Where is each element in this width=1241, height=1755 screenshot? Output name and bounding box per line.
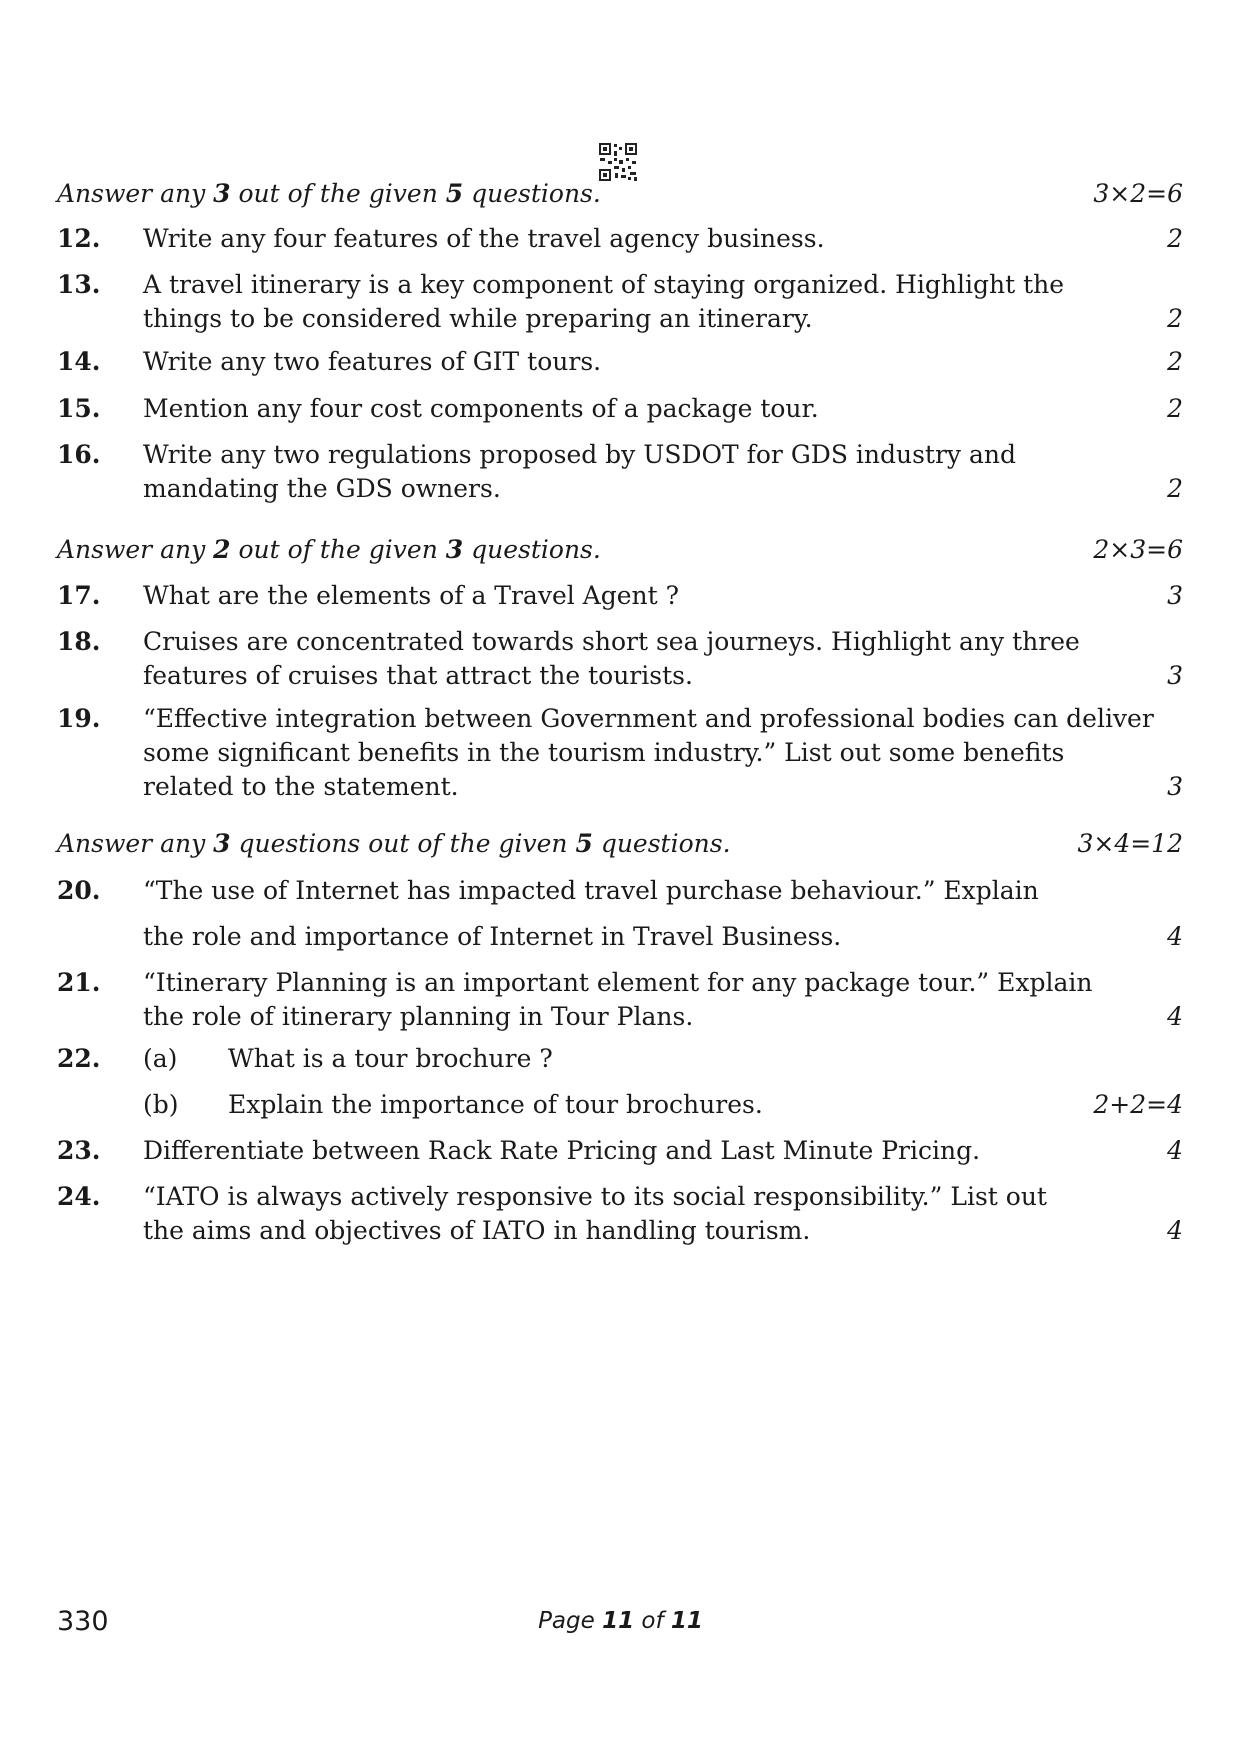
question-text: the role of itinerary planning in Tour Plans. xyxy=(143,1002,694,1031)
section-marks: 2×3=6 xyxy=(1093,535,1183,564)
question-number: 14. xyxy=(57,347,101,376)
question-text: the aims and objectives of IATO in handling tourism. xyxy=(143,1216,811,1245)
question-text: “The use of Internet has impacted travel purchase behaviour.” Explain xyxy=(143,876,1039,905)
question-text: the role and importance of Internet in Travel Business. xyxy=(143,922,842,951)
question-text: “Effective integration between Government and professional bodies can deliver xyxy=(143,704,1154,733)
question-text: Cruises are concentrated towards short sea journeys. Highlight any three xyxy=(143,627,1080,656)
question-marks: 3 xyxy=(1167,661,1183,690)
question-marks: 2 xyxy=(1167,347,1183,376)
question-text: mandating the GDS owners. xyxy=(143,474,501,503)
question-text: Differentiate between Rack Rate Pricing and Last Minute Pricing. xyxy=(143,1136,981,1165)
question-text: What are the elements of a Travel Agent ? xyxy=(143,581,680,610)
question-text: What is a tour brochure ? xyxy=(228,1044,553,1073)
question-text: Write any two regulations proposed by USDOT for GDS industry and xyxy=(143,440,1017,469)
question-marks: 2 xyxy=(1167,474,1183,503)
section-marks: 3×2=6 xyxy=(1093,179,1183,208)
question-number: 18. xyxy=(57,627,101,656)
question-text: Mention any four cost components of a package tour. xyxy=(143,394,819,423)
exam-page: Answer any 3 out of the given 5 questions. 3×2=6 12. Write any four features of the travel agency business. 2 13. A travel itinerary is a key component of staying organized. Highlight the things to be considered while preparing an itinerary. 2 14. Write any two features of GIT tours. 2 15. Mention any four cost components of a package tour. 2 16. Write any two regulations proposed by USDOT for GDS industry and mandating the GDS owners. 2 Answer any 2 out of the given 3 questions. 2×3=6 17. What are the elements of a Travel Agent ? 3 18. Cruises are concentrated towards short sea journeys. Highlight any three features of cruises that attract the tourists. 3 19. “Effective integration between Government and professional bodies can deliver some significant benefits in the tourism industry.” List out some benefits related to the statement. 3 Answer any 3 questions out of the given 5 questions. 3×4=12 20. “The use of Internet has impacted travel purchase behaviour.” Explain the role and importance of Internet in Travel Business. 4 21. “Itinerary Planning is an important element for any package tour.” Explain the role of itinerary planning in Tour Plans. 4 22. (a) What is a tour brochure ? (b) Explain the importance of tour brochures. 2+2=4 23. Differentiate between Rack Rate Pricing and Last Minute Pricing. 4 24. “IATO is always actively responsive to its social responsibility.” List out the aims and objectives of IATO in handling tourism. 4 330 Page 11 of 11 xyxy=(0,0,1241,1755)
question-text: related to the statement. xyxy=(143,772,459,801)
page-number: Page 11 of 11 xyxy=(538,1608,703,1634)
question-text: Write any two features of GIT tours. xyxy=(143,347,602,376)
question-number: 21. xyxy=(57,968,101,997)
question-text: A travel itinerary is a key component of staying organized. Highlight the xyxy=(143,270,1065,299)
question-number: 16. xyxy=(57,440,101,469)
question-marks: 4 xyxy=(1167,922,1183,951)
question-number: 13. xyxy=(57,270,101,299)
question-marks: 4 xyxy=(1167,1216,1183,1245)
question-marks: 4 xyxy=(1167,1136,1183,1165)
section-marks: 3×4=12 xyxy=(1077,829,1183,858)
question-text: things to be considered while preparing an itinerary. xyxy=(143,304,813,333)
question-text: Explain the importance of tour brochures. xyxy=(228,1090,763,1119)
paper-code: 330 xyxy=(57,1606,109,1637)
question-number: 24. xyxy=(57,1182,101,1211)
question-number: 20. xyxy=(57,876,101,905)
question-text: features of cruises that attract the tourists. xyxy=(143,661,693,690)
question-marks: 4 xyxy=(1167,1002,1183,1031)
question-text: “IATO is always actively responsive to its social responsibility.” List out xyxy=(143,1182,1047,1211)
question-number: 22. xyxy=(57,1044,101,1073)
question-number: 19. xyxy=(57,704,101,733)
question-number: 12. xyxy=(57,224,101,253)
question-marks: 2 xyxy=(1167,224,1183,253)
question-marks: 3 xyxy=(1167,581,1183,610)
question-marks: 2 xyxy=(1167,304,1183,333)
question-marks: 2 xyxy=(1167,394,1183,423)
question-number: 17. xyxy=(57,581,101,610)
question-text: some significant benefits in the tourism industry.” List out some benefits xyxy=(143,738,1065,767)
question-number: 15. xyxy=(57,394,101,423)
subpart-label: (a) xyxy=(143,1044,178,1073)
subpart-label: (b) xyxy=(143,1090,179,1119)
qr-code-icon xyxy=(598,142,638,182)
question-number: 23. xyxy=(57,1136,101,1165)
question-marks: 3 xyxy=(1167,772,1183,801)
question-marks: 2+2=4 xyxy=(1093,1090,1183,1119)
question-text: Write any four features of the travel agency business. xyxy=(143,224,825,253)
question-text: “Itinerary Planning is an important element for any package tour.” Explain xyxy=(143,968,1093,997)
